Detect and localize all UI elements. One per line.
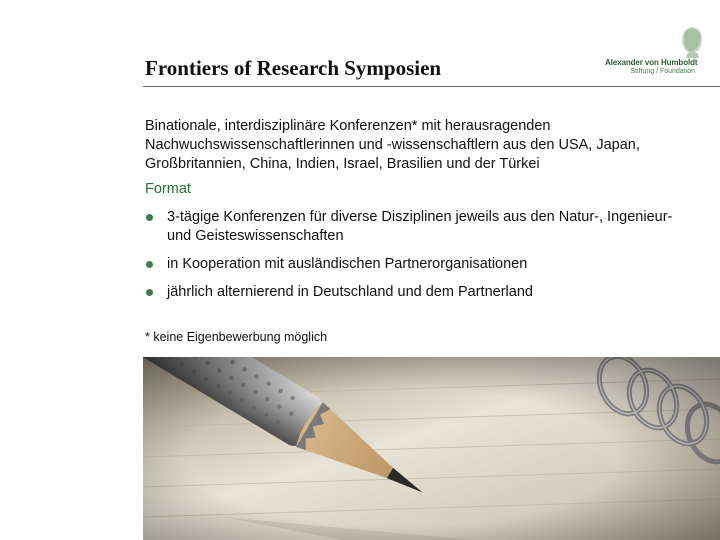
list-item-text: 3-tägige Konferenzen für diverse Disziplinen jeweils aus den Natur-, Ingenieur- und Geisteswissenschaften	[167, 209, 673, 244]
logo-name: Alexander von Humboldt	[605, 58, 698, 67]
list-item	[145, 255, 685, 274]
list-item-text: in Kooperation mit ausländischen Partnerorganisationen	[167, 256, 528, 272]
photo-illustration	[143, 357, 720, 540]
intro-paragraph: Binationale, interdisziplinäre Konferenzen* mit herausragenden Nachwuchswissenschaftlerinnen und -wissenschaftlern aus den USA, Japan, Großbritannien, China, Indien, Israel, Brasilien und der Türkei	[145, 118, 640, 172]
format-list	[145, 208, 685, 302]
logo-subtitle: Stiftung / Foundation	[630, 68, 695, 75]
list-item	[145, 283, 685, 302]
bullet-icon	[146, 261, 153, 268]
footnote: * keine Eigenbewerbung möglich	[145, 330, 328, 344]
humboldt-logo	[600, 24, 710, 84]
slide-title: Frontiers of Research Symposien	[145, 56, 442, 80]
bullet-icon	[146, 214, 153, 221]
humboldt-head-icon	[675, 24, 709, 58]
list-item	[145, 208, 685, 246]
pencil-notebook-photo	[143, 357, 720, 540]
list-item-text: jährlich alternierend in Deutschland und dem Partnerland	[167, 284, 533, 300]
title-divider	[143, 86, 720, 87]
format-heading: Format	[145, 181, 191, 197]
bullet-icon	[146, 289, 153, 296]
